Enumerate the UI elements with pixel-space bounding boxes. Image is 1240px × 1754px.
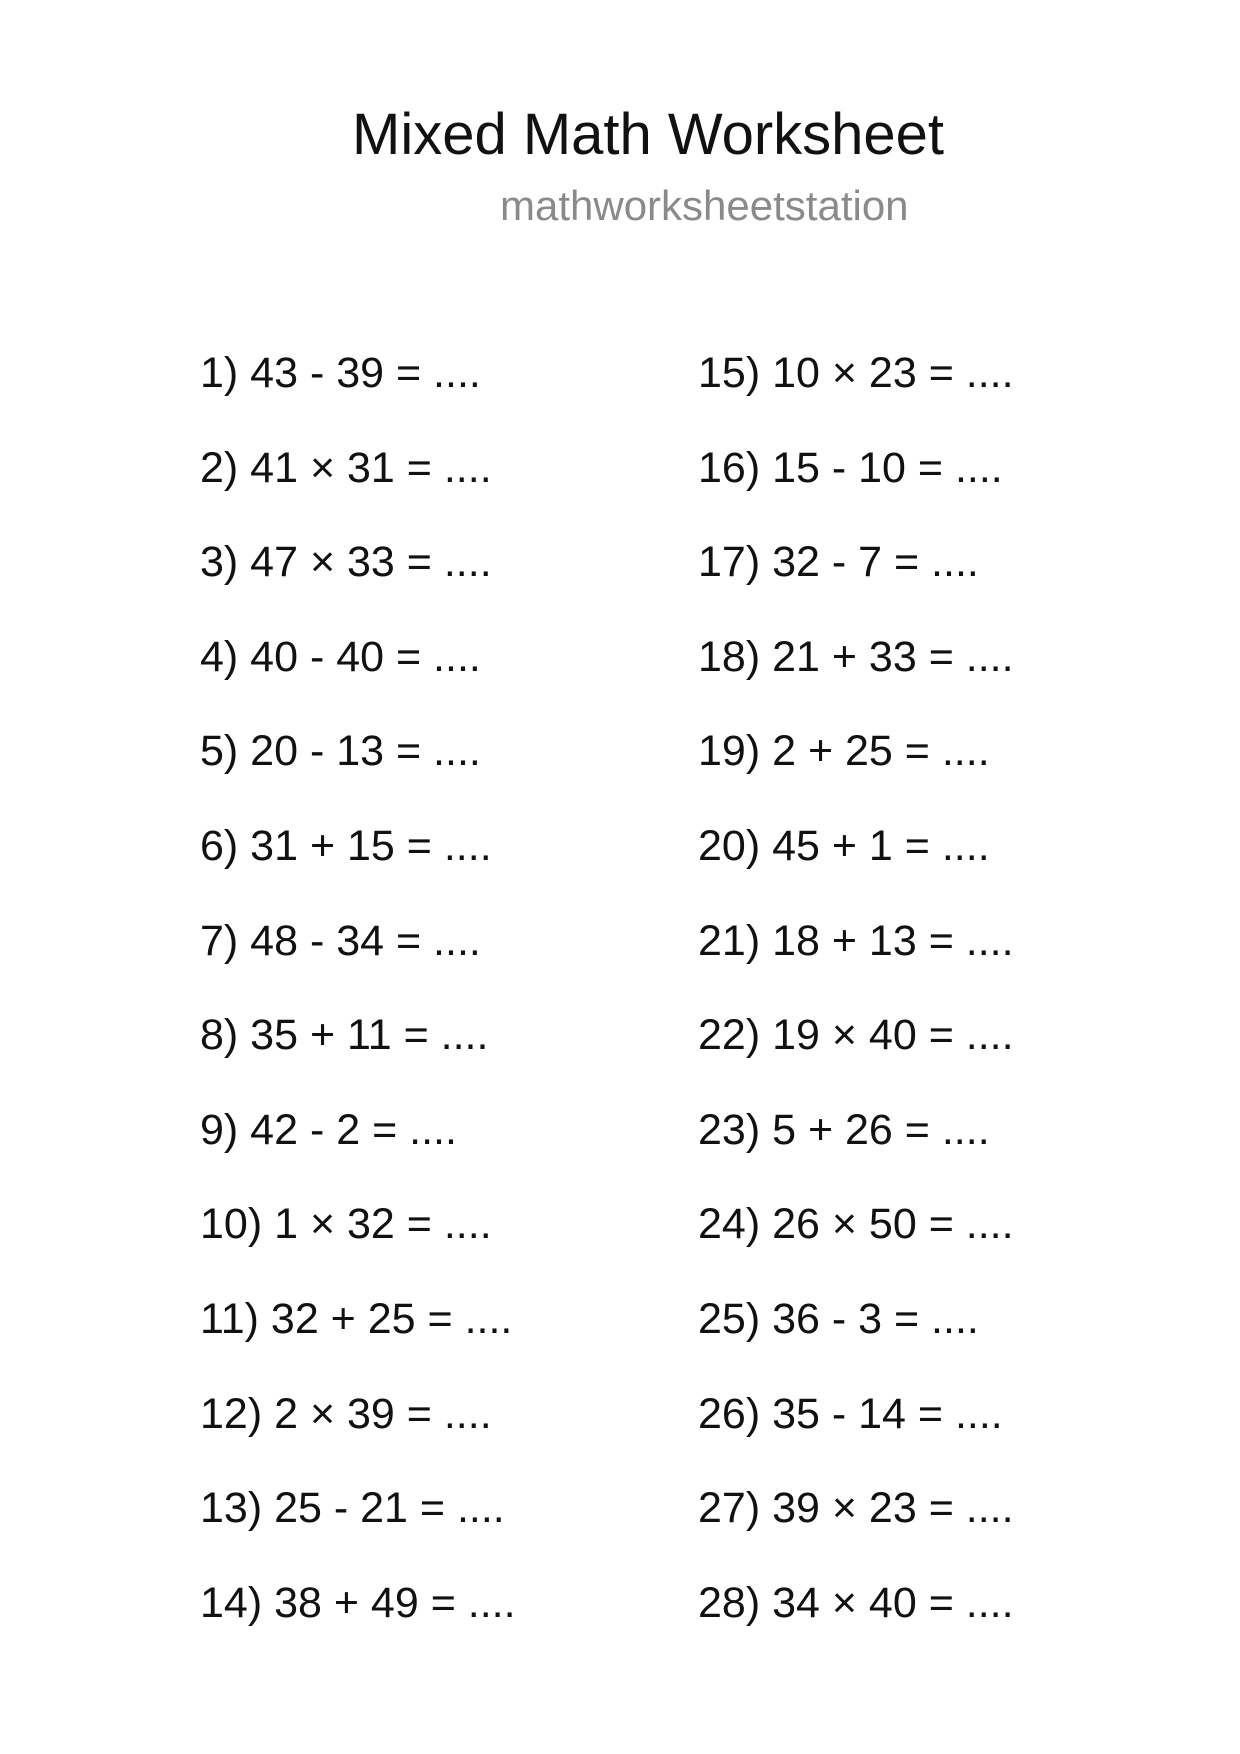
problem-20: 20) 45 + 1 = .... — [698, 821, 990, 870]
problem-16: 16) 15 - 10 = .... — [698, 443, 1003, 492]
problem-1: 1) 43 - 39 = .... — [200, 349, 481, 397]
problem-22: 22) 19 × 40 = .... — [698, 1011, 1014, 1060]
problem-25: 25) 36 - 3 = .... — [698, 1294, 979, 1343]
worksheet-title: Mixed Math Worksheet — [352, 102, 945, 167]
problem-19: 19) 2 + 25 = .... — [698, 727, 990, 776]
problem-21: 21) 18 + 13 = .... — [698, 916, 1014, 965]
problem-10: 10) 1 × 32 = .... — [200, 1200, 492, 1249]
problem-7: 7) 48 - 34 = .... — [200, 916, 481, 965]
problem-15: 15) 10 × 23 = .... — [698, 349, 1014, 397]
problem-5: 5) 20 - 13 = .... — [200, 727, 481, 776]
problem-14: 14) 38 + 49 = .... — [200, 1578, 516, 1627]
problem-27: 27) 39 × 23 = .... — [698, 1484, 1014, 1533]
problem-28: 28) 34 × 40 = .... — [698, 1578, 1014, 1627]
problem-11: 11) 32 + 25 = .... — [200, 1294, 513, 1343]
problem-26: 26) 35 - 14 = .... — [698, 1389, 1003, 1438]
problem-6: 6) 31 + 15 = .... — [200, 821, 492, 870]
problem-2: 2) 41 × 31 = .... — [200, 443, 492, 492]
problem-12: 12) 2 × 39 = .... — [200, 1389, 492, 1438]
problem-4: 4) 40 - 40 = .... — [200, 632, 481, 681]
problem-8: 8) 35 + 11 = .... — [200, 1011, 489, 1060]
problems-left-column — [200, 349, 516, 1673]
problem-9: 9) 42 - 2 = .... — [200, 1105, 457, 1154]
problem-23: 23) 5 + 26 = .... — [698, 1105, 990, 1154]
problem-18: 18) 21 + 33 = .... — [698, 632, 1014, 681]
problem-3: 3) 47 × 33 = .... — [200, 538, 492, 587]
problem-13: 13) 25 - 21 = .... — [200, 1484, 505, 1533]
problem-17: 17) 32 - 7 = .... — [698, 538, 979, 587]
problems-right-column — [698, 349, 1014, 1673]
worksheet-subtitle: mathworksheetstation — [500, 182, 909, 229]
problem-24: 24) 26 × 50 = .... — [698, 1200, 1014, 1249]
